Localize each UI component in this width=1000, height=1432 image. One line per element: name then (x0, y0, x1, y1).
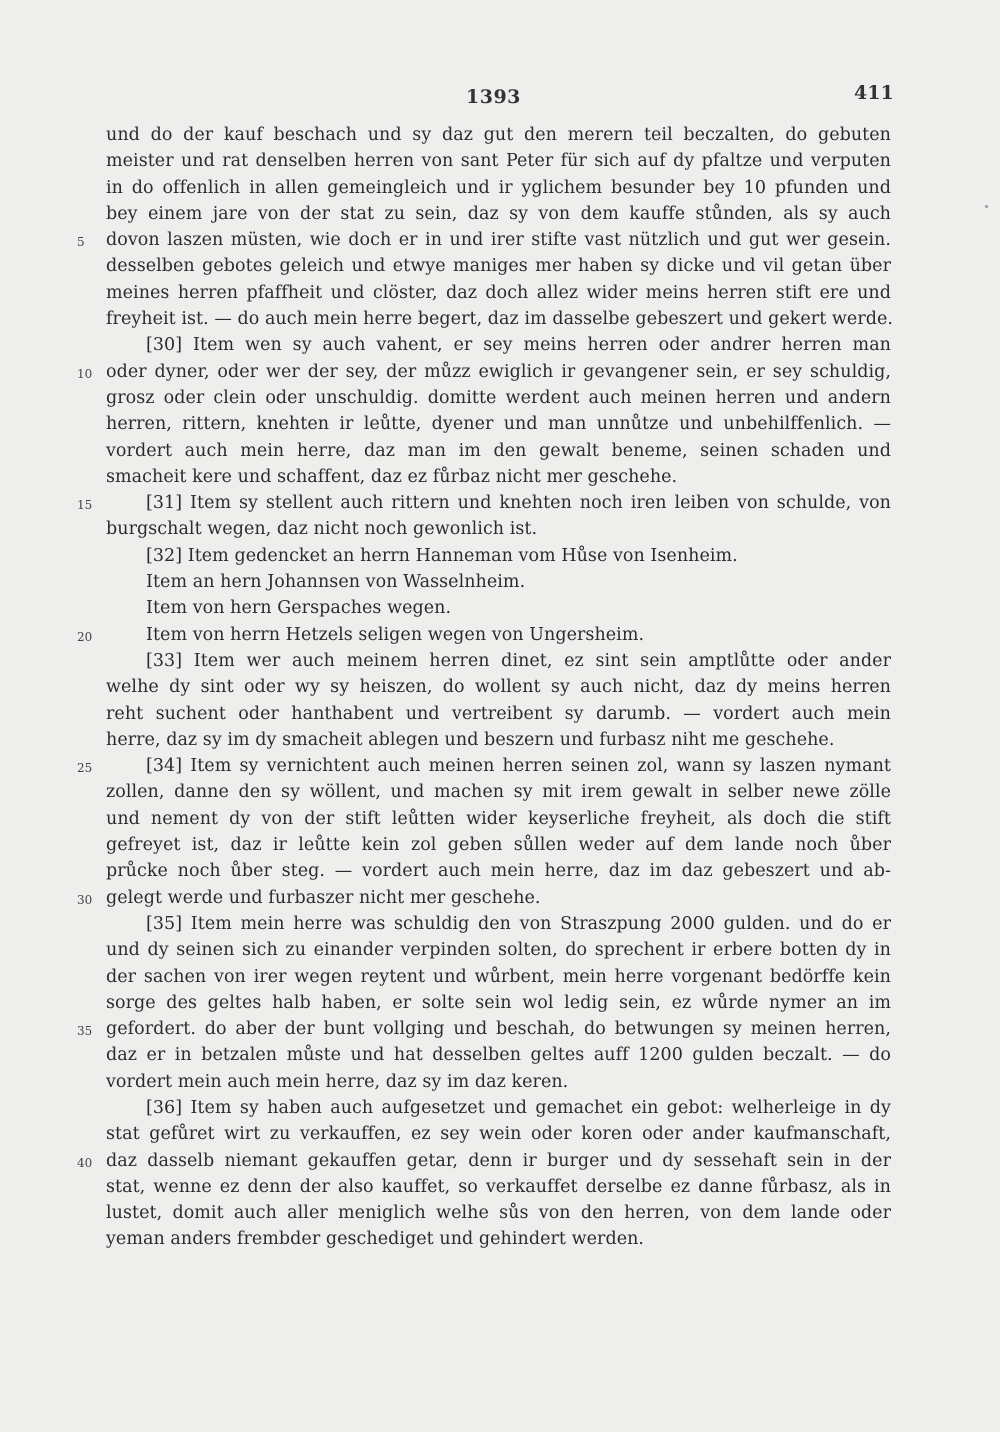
text-line: grosz oder clein oder unschuldig. domitte werdent auch meinen herren und andern (106, 387, 891, 408)
text-line: yeman anders frembder geschediget und gehindert werden. (106, 1229, 645, 1250)
text-line: der sachen von irer wegen reytent und wůrbent, mein herre vorgenant bedörffe kein (106, 966, 891, 987)
margin-line-number: 30 (77, 892, 93, 907)
text-line: herre, daz sy im dy smacheit ablegen und beszern und furbasz niht me geschehe. (106, 729, 835, 750)
margin-line-number: 15 (77, 498, 93, 513)
text-line: welhe dy sint oder wy sy heiszen, do wollent sy auch nicht, daz dy meins herren (106, 677, 891, 698)
text-line: dovon laszen müsten, wie doch er in und irer stifte vast nützlich und gut wer gesein. (106, 230, 891, 251)
margin-line-number: 5 (77, 235, 85, 250)
text-line: gelegt werde und furbaszer nicht mer geschehe. (106, 887, 541, 908)
text-line: [30] Item wen sy auch vahent, er sey meins herren oder andrer herren man (146, 335, 891, 356)
text-line: vordert auch mein herre, daz man im den gewalt beneme, seinen schaden und (106, 440, 891, 461)
page-header-year: 1393 (466, 86, 521, 108)
text-line: [34] Item sy vernichtent auch meinen herren seinen zol, wann sy laszen nymant (146, 756, 891, 777)
text-line: gefordert. do aber der bunt vollging und beschah, do betwungen sy meinen herren, (106, 1019, 891, 1040)
text-line: in do offenlich in allen gemeingleich und ir yglichem besunder bey 10 pfunden und (106, 177, 891, 198)
margin-line-number: 25 (77, 761, 93, 776)
margin-line-number: 20 (77, 629, 93, 644)
text-line: reht suchent oder hanthabent und vertreibent sy darumb. — vordert auch mein (106, 703, 891, 724)
text-line: daz er in betzalen můste und hat desselben geltes auff 1200 gulden beczalt. — do (106, 1045, 891, 1066)
margin-line-number: 35 (77, 1024, 93, 1039)
text-line: und do der kauf beschach und sy daz gut den merern teil beczalten, do gebuten (106, 125, 891, 145)
text-line: průcke noch ůber steg. — vordert auch mein herre, daz im daz gebeszert und ab- (106, 861, 891, 882)
text-line: lustet, domit auch aller meniglich welhe sůs von den herren, von dem lande oder (106, 1203, 891, 1224)
text-line: meines herren pfaffheit und clöster, daz doch allez wider meins herren stift ere und (106, 282, 891, 303)
text-line: daz dasselb niemant gekauffen getar, denn ir burger und dy sessehaft sein in der (106, 1150, 891, 1171)
text-line: meister und rat denselben herren von sant Peter für sich auf dy pfaltze und verputen (106, 151, 891, 172)
text-line: desselben gebotes geleich und etwye maniges mer haben sy dicke und vil getan über (106, 256, 891, 277)
text-line: bey einem jare von der stat zu sein, daz sy von dem kauffe stůnden, als sy auch (106, 203, 891, 224)
text-line: Item an hern Johannsen von Wasselnheim. (146, 572, 526, 593)
text-line: stat gefůret wirt zu verkauffen, ez sey wein oder koren oder ander kaufmanschaft, (106, 1124, 891, 1145)
text-line: Item von herrn Hetzels seligen wegen von Ungersheim. (146, 624, 645, 645)
text-line: smacheit kere und schaffent, daz ez fůrbaz nicht mer geschehe. (106, 466, 678, 487)
text-line: [32] Item gedencket an herrn Hanneman vom Hůse von Isenheim. (146, 545, 738, 566)
margin-line-number: 10 (77, 366, 93, 381)
text-line: burgschalt wegen, daz nicht noch gewonlich ist. (106, 519, 538, 540)
text-line: [35] Item mein herre was schuldig den von Straszpung 2000 gulden. und do er (146, 913, 891, 934)
page-number: 411 (854, 82, 894, 104)
text-line: sorge des geltes halb haben, er solte sein wol ledig sein, ez wůrde nymer an im (106, 992, 891, 1013)
margin-line-number: 40 (77, 1155, 93, 1170)
text-line: freyheit ist. — do auch mein herre begert, daz im dasselbe gebeszert und gekert werde. (106, 309, 894, 330)
text-line: und dy seinen sich zu einander verpinden solten, do sprechent ir erbere botten dy in (106, 940, 891, 961)
text-line: zollen, danne den sy wöllent, und machen sy mit irem gewalt in selber newe zölle (106, 782, 891, 803)
paper-speck (985, 205, 988, 208)
text-line: vordert mein auch mein herre, daz sy im daz keren. (106, 1071, 569, 1092)
text-line: Item von hern Gerspaches wegen. (146, 598, 452, 619)
body-text (106, 122, 894, 1253)
text-line: stat, wenne ez denn der also kauffet, so verkauffet derselbe ez danne fůrbasz, als in (106, 1176, 891, 1197)
text-line: herren, rittern, knehten ir leůtte, dyener und man unnůtze und unbehilffenlich. — (106, 414, 891, 435)
text-line: [33] Item wer auch meinem herren dinet, ez sint sein amptlůtte oder ander (146, 650, 891, 671)
text-line: und nement dy von der stift leůtten wider keyserliche freyheit, als doch die stift (106, 808, 891, 829)
text-line: [36] Item sy haben auch aufgesetzet und gemachet ein gebot: welherleige in dy (146, 1097, 891, 1118)
text-line: oder dyner, oder wer der sey, der můzz ewiglich ir gevangener sein, er sey schuldig, (106, 361, 891, 382)
text-line: gefreyet ist, daz ir leůtte kein zol geben sůllen weder auf dem lande noch ůber (106, 835, 891, 856)
text-line: [31] Item sy stellent auch rittern und knehten noch iren leiben von schulde, von (146, 493, 891, 514)
